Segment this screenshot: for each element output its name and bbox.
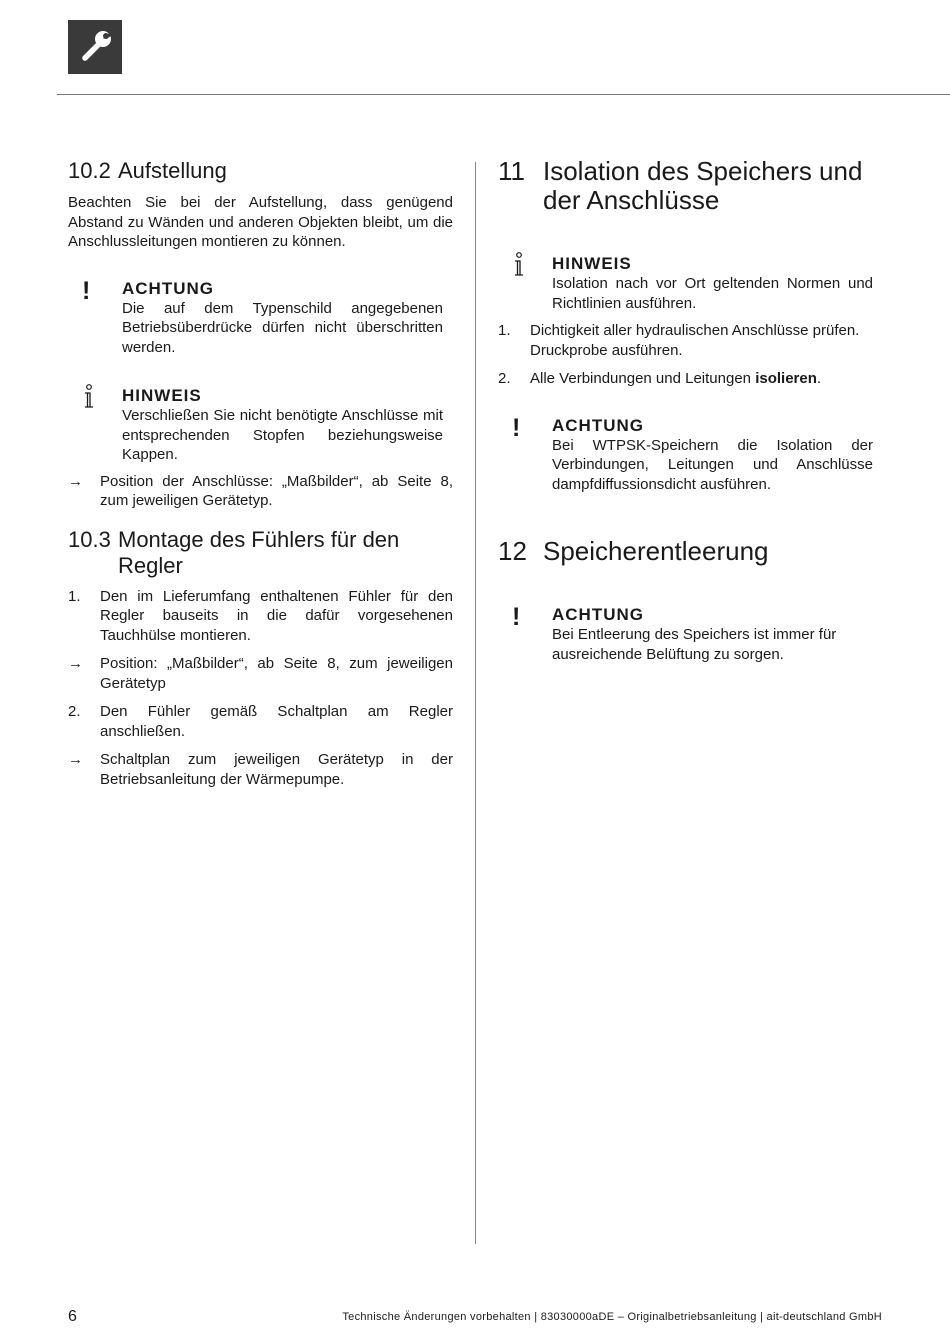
reference-item: → Position der Anschlüsse: „Maßbilder“, ab Seite 8, zum jeweiligen Gerätetyp. — [68, 472, 453, 509]
arrow-icon: → — [68, 655, 83, 672]
section-10-2-text: Beachten Sie bei der Aufstellung, dass genügend Abstand zu Wänden und anderen Objekten bleibt, um die Anschlussleitungen montieren zu können. — [68, 194, 453, 250]
section-10-2-heading: 10.2 Aufstellung — [68, 158, 227, 183]
info-icon — [82, 384, 96, 410]
info-icon — [512, 252, 526, 278]
notice-title: ACHTUNG — [552, 605, 644, 624]
section-12-heading: 12 Speicherentleerung — [498, 536, 769, 566]
notice-text: Bei WTPSK-Speichern die Isolation der Verbindungen, Leitungen und Anschlüsse dampfdiffussionsdicht ausführen. — [552, 436, 873, 493]
notice-title: HINWEIS — [552, 254, 632, 273]
left-column — [68, 156, 453, 789]
list-item: 1. Den im Lieferumfang enthaltenen Fühler für den Regler bauseits in die dafür vorgesehenen Tauchhülse montieren. — [68, 587, 453, 644]
section-10-3-heading: 10.3 Montage des Fühlers für den Regler — [68, 526, 400, 578]
header-wrench-badge — [68, 20, 122, 74]
notice-text: Verschließen Sie nicht benötigte Anschlüsse mit entsprechenden Stopfen beziehungsweise Kappen. — [122, 407, 443, 463]
achtung-notice-1 — [68, 276, 453, 358]
header-rule — [57, 94, 950, 95]
list-item: → Position: „Maßbilder“, ab Seite 8, zum jeweiligen Gerätetyp — [68, 655, 453, 692]
footer-text: Technische Änderungen vorbehalten | 83030000aDE – Originalbetriebsanleitung | ait-deutschland GmbH — [342, 1311, 882, 1323]
hinweis-notice-1 — [68, 386, 453, 465]
exclamation-icon: ! — [82, 276, 91, 305]
notice-text: Isolation nach vor Ort geltenden Normen und Richtlinien ausführen. — [552, 275, 873, 312]
notice-text: Bei Entleerung des Speichers ist immer für ausreichende Belüftung zu sorgen. — [552, 626, 837, 663]
notice-title: ACHTUNG — [122, 278, 214, 298]
section-11-heading: 11 Isolation des Speichers und der Anschlüsse — [498, 156, 863, 215]
exclamation-icon: ! — [512, 603, 521, 631]
list-item: → Schaltplan zum jeweiligen Gerätetyp in der Betriebsanleitung der Wärmepumpe. — [68, 751, 453, 788]
wrench-icon — [75, 27, 115, 67]
column-divider — [475, 162, 476, 1244]
notice-text: Die auf dem Typenschild angegebenen Betriebsüberdrücke dürfen nicht überschritten werden. — [122, 299, 443, 356]
list-item: 1. Dichtigkeit aller hydraulischen Anschlüsse prüfen. Druckprobe ausführen. — [498, 322, 860, 359]
notice-title: HINWEIS — [122, 386, 202, 405]
achtung-notice-2 — [498, 413, 883, 495]
list-item: 2. Den Fühler gemäß Schaltplan am Regler anschließen. — [68, 703, 453, 740]
exclamation-icon: ! — [512, 413, 521, 442]
right-column — [498, 156, 883, 664]
notice-title: ACHTUNG — [552, 415, 644, 435]
hinweis-notice-2 — [498, 254, 883, 313]
list-item: 2. Alle Verbindungen und Leitungen isolieren. — [498, 370, 822, 387]
arrow-icon: → — [68, 472, 83, 490]
arrow-icon: → — [68, 751, 83, 768]
achtung-notice-3 — [498, 605, 883, 664]
page-number: 6 — [68, 1308, 77, 1325]
